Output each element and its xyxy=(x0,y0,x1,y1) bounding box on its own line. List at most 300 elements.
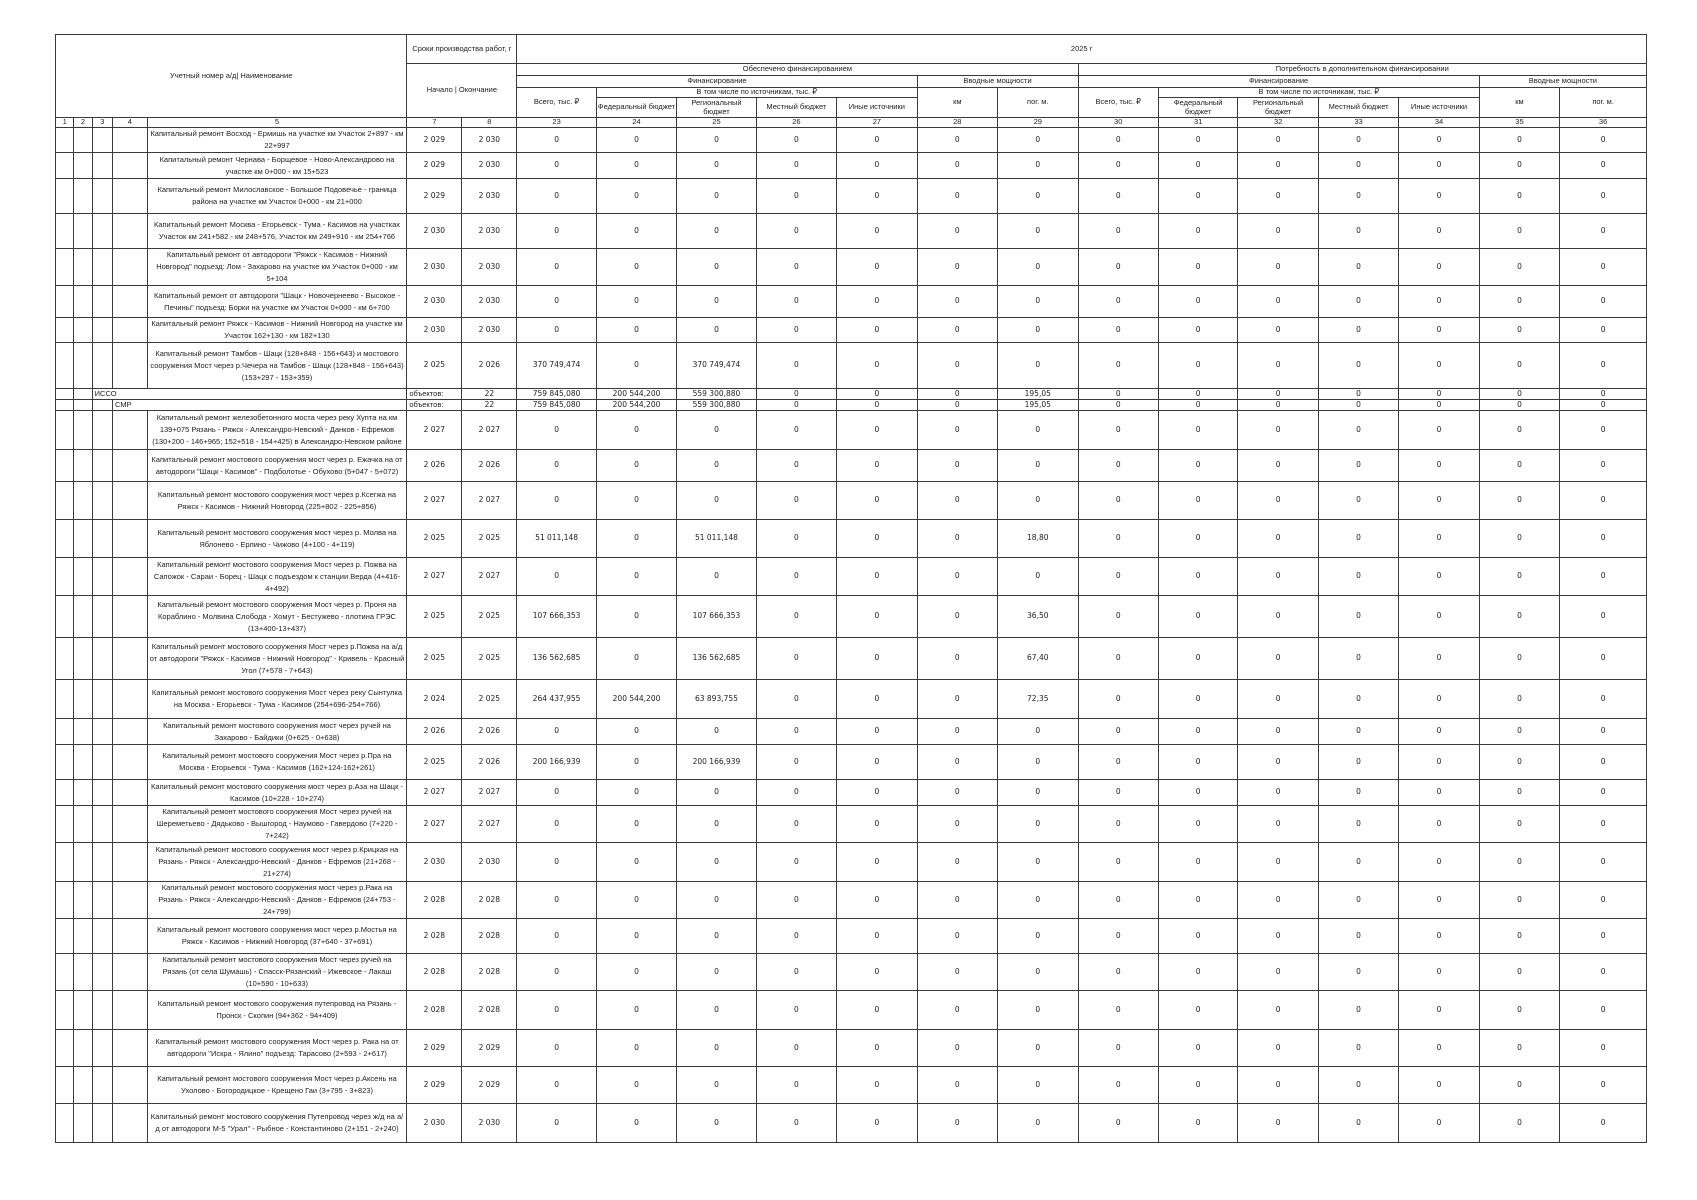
index-cell xyxy=(113,780,148,806)
index-cell xyxy=(92,249,112,286)
index-cell xyxy=(56,843,74,882)
value-cell: 0 xyxy=(1158,719,1237,745)
index-cell xyxy=(92,1104,112,1143)
index-cell xyxy=(92,954,112,991)
value-cell: 0 xyxy=(677,128,756,153)
index-cell xyxy=(56,482,74,520)
value-cell: 0 xyxy=(596,128,676,153)
index-cell xyxy=(56,249,74,286)
value-cell: 0 xyxy=(1078,286,1158,318)
value-cell: 0 xyxy=(998,450,1078,482)
value-cell: 0 xyxy=(917,318,997,343)
value-cell: 0 xyxy=(517,482,596,520)
column-number: 26 xyxy=(756,118,836,128)
value-cell: 0 xyxy=(596,1067,676,1104)
value-cell: 0 xyxy=(1399,450,1479,482)
value-cell: 0 xyxy=(1399,954,1479,991)
value-cell: 0 xyxy=(517,719,596,745)
value-cell: 0 xyxy=(837,780,917,806)
start-year-cell: 2 027 xyxy=(407,482,462,520)
value-cell: 0 xyxy=(1238,806,1318,843)
index-cell xyxy=(74,450,92,482)
value-cell: 0 xyxy=(1078,343,1158,389)
table-row xyxy=(56,882,1647,919)
value-cell: 0 xyxy=(517,843,596,882)
column-number: 31 xyxy=(1158,118,1237,128)
value-cell: 0 xyxy=(1238,286,1318,318)
summary-value-cell: 0 xyxy=(1238,400,1318,411)
start-year-cell: 2 027 xyxy=(407,558,462,596)
index-cell xyxy=(92,719,112,745)
value-cell: 0 xyxy=(756,1104,836,1143)
value-cell: 0 xyxy=(1560,991,1647,1030)
value-cell: 370 749,474 xyxy=(517,343,596,389)
column-number: 24 xyxy=(596,118,676,128)
value-cell: 0 xyxy=(1560,214,1647,249)
end-year-cell: 2 025 xyxy=(462,680,517,719)
value-cell: 0 xyxy=(1238,596,1318,638)
value-cell: 0 xyxy=(917,214,997,249)
index-cell xyxy=(56,806,74,843)
index-cell xyxy=(113,343,148,389)
index-cell xyxy=(92,318,112,343)
value-cell: 0 xyxy=(596,153,676,179)
index-cell xyxy=(74,843,92,882)
object-name-cell: Капитальный ремонт мостового сооружения Мост через р. Пожва на Сапожок - Сараи - Борец - Шацк с подъездом к станции Верда (4+416-4+492) xyxy=(147,558,407,596)
value-cell: 0 xyxy=(1238,1030,1318,1067)
summary-value-cell: 0 xyxy=(1318,389,1398,400)
needed-local-header: Местный бюджет xyxy=(1318,98,1398,118)
value-cell: 0 xyxy=(677,843,756,882)
value-cell: 0 xyxy=(596,780,676,806)
table-row xyxy=(56,680,1647,719)
value-cell: 0 xyxy=(1238,450,1318,482)
end-year-cell: 2 026 xyxy=(462,719,517,745)
value-cell: 0 xyxy=(756,1030,836,1067)
index-cell xyxy=(74,400,92,411)
value-cell: 0 xyxy=(677,882,756,919)
table-row xyxy=(56,214,1647,249)
value-cell: 0 xyxy=(998,411,1078,450)
start-year-cell: 2 027 xyxy=(407,780,462,806)
budget-spreadsheet xyxy=(55,34,1647,1143)
end-year-cell: 2 030 xyxy=(462,179,517,214)
value-cell: 0 xyxy=(1318,806,1398,843)
index-cell xyxy=(113,1030,148,1067)
name-column-header: Учетный номер а/д| Наименование xyxy=(56,35,407,118)
value-cell: 0 xyxy=(1078,128,1158,153)
value-cell: 0 xyxy=(837,520,917,558)
value-cell: 0 xyxy=(1318,1067,1398,1104)
value-cell: 0 xyxy=(998,991,1078,1030)
index-cell xyxy=(113,719,148,745)
value-cell: 0 xyxy=(1078,806,1158,843)
value-cell: 0 xyxy=(837,343,917,389)
value-cell: 0 xyxy=(517,1067,596,1104)
value-cell: 0 xyxy=(917,128,997,153)
value-cell: 0 xyxy=(1560,520,1647,558)
value-cell: 0 xyxy=(1560,745,1647,780)
summary-value-cell: 0 xyxy=(1479,400,1559,411)
value-cell: 0 xyxy=(998,745,1078,780)
value-cell: 0 xyxy=(1078,638,1158,680)
value-cell: 0 xyxy=(1238,919,1318,954)
value-cell: 0 xyxy=(1399,411,1479,450)
start-year-cell: 2 029 xyxy=(407,179,462,214)
index-cell xyxy=(74,1030,92,1067)
value-cell: 0 xyxy=(1560,843,1647,882)
column-number: 25 xyxy=(677,118,756,128)
index-cell xyxy=(74,1067,92,1104)
index-cell xyxy=(56,318,74,343)
value-cell: 0 xyxy=(1158,482,1237,520)
value-cell: 0 xyxy=(1078,780,1158,806)
value-cell: 0 xyxy=(756,286,836,318)
value-cell: 0 xyxy=(837,153,917,179)
value-cell: 0 xyxy=(1238,719,1318,745)
value-cell: 0 xyxy=(517,214,596,249)
value-cell: 0 xyxy=(917,482,997,520)
value-cell: 0 xyxy=(917,843,997,882)
provided-header: Обеспечено финансированием xyxy=(517,64,1078,76)
end-year-cell: 2 026 xyxy=(462,343,517,389)
value-cell: 0 xyxy=(1078,318,1158,343)
value-cell: 0 xyxy=(1318,719,1398,745)
value-cell: 0 xyxy=(917,153,997,179)
value-cell: 0 xyxy=(1479,558,1559,596)
value-cell: 0 xyxy=(1158,179,1237,214)
value-cell: 0 xyxy=(1238,991,1318,1030)
value-cell: 0 xyxy=(1318,343,1398,389)
start-year-cell: 2 029 xyxy=(407,153,462,179)
index-cell xyxy=(56,596,74,638)
value-cell: 0 xyxy=(1158,919,1237,954)
value-cell: 0 xyxy=(998,128,1078,153)
value-cell: 0 xyxy=(917,286,997,318)
value-cell: 0 xyxy=(677,1067,756,1104)
column-number: 7 xyxy=(407,118,462,128)
value-cell: 0 xyxy=(998,780,1078,806)
value-cell: 0 xyxy=(1479,780,1559,806)
end-year-cell: 2 028 xyxy=(462,954,517,991)
value-cell: 0 xyxy=(1318,450,1398,482)
value-cell: 0 xyxy=(1238,318,1318,343)
needed-pogm-header: пог. м. xyxy=(1560,88,1647,118)
index-cell xyxy=(56,286,74,318)
end-year-cell: 2 027 xyxy=(462,780,517,806)
summary-value-cell: 0 xyxy=(756,400,836,411)
value-cell: 0 xyxy=(1238,249,1318,286)
value-cell: 0 xyxy=(837,1067,917,1104)
value-cell: 0 xyxy=(837,286,917,318)
column-number: 28 xyxy=(917,118,997,128)
value-cell: 0 xyxy=(517,558,596,596)
index-cell xyxy=(113,411,148,450)
value-cell: 0 xyxy=(1479,128,1559,153)
index-cell xyxy=(92,482,112,520)
value-cell: 0 xyxy=(837,450,917,482)
value-cell: 0 xyxy=(677,286,756,318)
object-name-cell: Капитальный ремонт мостового сооружения мост через р.Мостья на Ряжск - Касимов - Нижний Новгород (37+640 - 37+691) xyxy=(147,919,407,954)
index-cell xyxy=(74,596,92,638)
value-cell: 0 xyxy=(1158,1030,1237,1067)
index-cell xyxy=(92,1067,112,1104)
value-cell: 0 xyxy=(677,411,756,450)
value-cell: 0 xyxy=(1078,843,1158,882)
value-cell: 0 xyxy=(596,1030,676,1067)
end-year-cell: 2 029 xyxy=(462,1030,517,1067)
year-header: 2025 г xyxy=(517,35,1647,64)
value-cell: 136 562,685 xyxy=(517,638,596,680)
summary-value-cell: 0 xyxy=(1479,389,1559,400)
summary-value-cell: 0 xyxy=(837,389,917,400)
value-cell: 0 xyxy=(677,991,756,1030)
index-cell xyxy=(74,638,92,680)
value-cell: 0 xyxy=(1479,249,1559,286)
summary-value-cell: 0 xyxy=(1318,400,1398,411)
start-year-cell: 2 025 xyxy=(407,343,462,389)
value-cell: 0 xyxy=(1318,128,1398,153)
summary-value-cell: 0 xyxy=(1399,400,1479,411)
index-cell xyxy=(74,991,92,1030)
needed-regional-header: Региональный бюджет xyxy=(1238,98,1318,118)
value-cell: 0 xyxy=(677,482,756,520)
value-cell: 0 xyxy=(1318,780,1398,806)
value-cell: 0 xyxy=(756,450,836,482)
start-year-cell: 2 026 xyxy=(407,450,462,482)
column-number-row xyxy=(56,118,1647,128)
column-number: 34 xyxy=(1399,118,1479,128)
table-row xyxy=(56,1067,1647,1104)
start-year-cell: 2 028 xyxy=(407,882,462,919)
table-row xyxy=(56,719,1647,745)
table-row xyxy=(56,450,1647,482)
start-year-cell: 2 030 xyxy=(407,214,462,249)
index-cell xyxy=(56,558,74,596)
value-cell: 0 xyxy=(677,558,756,596)
value-cell: 0 xyxy=(1560,411,1647,450)
index-cell xyxy=(113,286,148,318)
index-cell xyxy=(74,128,92,153)
value-cell: 0 xyxy=(1479,745,1559,780)
provided-pogm-header: пог. м. xyxy=(998,88,1078,118)
index-cell xyxy=(92,919,112,954)
value-cell: 0 xyxy=(837,638,917,680)
value-cell: 0 xyxy=(837,954,917,991)
start-year-cell: 2 028 xyxy=(407,954,462,991)
needed-km-header: км xyxy=(1479,88,1559,118)
value-cell: 0 xyxy=(1399,153,1479,179)
value-cell: 0 xyxy=(837,558,917,596)
value-cell: 0 xyxy=(1158,558,1237,596)
index-cell xyxy=(113,520,148,558)
value-cell: 0 xyxy=(677,954,756,991)
value-cell: 0 xyxy=(596,249,676,286)
end-year-cell: 2 025 xyxy=(462,596,517,638)
value-cell: 0 xyxy=(1399,1067,1479,1104)
index-cell xyxy=(74,389,92,400)
value-cell: 0 xyxy=(1479,806,1559,843)
index-cell xyxy=(113,745,148,780)
value-cell: 0 xyxy=(1078,179,1158,214)
value-cell: 0 xyxy=(837,1030,917,1067)
value-cell: 0 xyxy=(998,719,1078,745)
value-cell: 0 xyxy=(1399,318,1479,343)
summary-value-cell: 195,05 xyxy=(998,389,1078,400)
end-year-cell: 2 030 xyxy=(462,214,517,249)
index-cell xyxy=(74,179,92,214)
value-cell: 0 xyxy=(1318,318,1398,343)
table-row xyxy=(56,318,1647,343)
index-cell xyxy=(74,680,92,719)
value-cell: 0 xyxy=(1479,450,1559,482)
summary-value-cell: 0 xyxy=(1078,389,1158,400)
table-row xyxy=(56,482,1647,520)
value-cell: 0 xyxy=(917,882,997,919)
index-cell xyxy=(92,780,112,806)
object-name-cell: Капитальный ремонт Восход - Ермишь на участке км Участок 2+897 - км 22+997 xyxy=(147,128,407,153)
value-cell: 0 xyxy=(1399,214,1479,249)
value-cell: 0 xyxy=(998,318,1078,343)
value-cell: 0 xyxy=(1238,780,1318,806)
summary-row xyxy=(56,400,1647,411)
value-cell: 0 xyxy=(1078,954,1158,991)
summary-value-cell: 0 xyxy=(917,400,997,411)
value-cell: 0 xyxy=(1560,318,1647,343)
value-cell: 0 xyxy=(517,179,596,214)
value-cell: 0 xyxy=(1158,745,1237,780)
index-cell xyxy=(113,638,148,680)
value-cell: 0 xyxy=(1318,1104,1398,1143)
value-cell: 0 xyxy=(756,882,836,919)
index-cell xyxy=(56,450,74,482)
value-cell: 0 xyxy=(837,806,917,843)
value-cell: 0 xyxy=(1318,179,1398,214)
table-row xyxy=(56,806,1647,843)
table-row xyxy=(56,1104,1647,1143)
value-cell: 0 xyxy=(1399,843,1479,882)
index-cell xyxy=(113,450,148,482)
column-number: 36 xyxy=(1560,118,1647,128)
index-cell xyxy=(113,153,148,179)
index-cell xyxy=(113,596,148,638)
value-cell: 0 xyxy=(1399,638,1479,680)
value-cell: 0 xyxy=(1078,1067,1158,1104)
value-cell: 0 xyxy=(596,343,676,389)
value-cell: 0 xyxy=(1399,343,1479,389)
value-cell: 0 xyxy=(998,954,1078,991)
start-year-cell: 2 027 xyxy=(407,806,462,843)
value-cell: 0 xyxy=(1479,991,1559,1030)
value-cell: 0 xyxy=(1318,214,1398,249)
value-cell: 0 xyxy=(1318,954,1398,991)
objects-label: объектов: xyxy=(407,400,462,411)
table-row xyxy=(56,411,1647,450)
value-cell: 0 xyxy=(1399,882,1479,919)
value-cell: 72,35 xyxy=(998,680,1078,719)
value-cell: 0 xyxy=(837,919,917,954)
index-cell xyxy=(56,780,74,806)
index-cell xyxy=(74,411,92,450)
value-cell: 0 xyxy=(756,680,836,719)
value-cell: 0 xyxy=(756,558,836,596)
index-cell xyxy=(113,1104,148,1143)
value-cell: 0 xyxy=(1238,214,1318,249)
value-cell: 0 xyxy=(1238,954,1318,991)
value-cell: 0 xyxy=(917,680,997,719)
value-cell: 0 xyxy=(1078,520,1158,558)
value-cell: 0 xyxy=(756,843,836,882)
value-cell: 0 xyxy=(1479,1067,1559,1104)
value-cell: 0 xyxy=(998,1104,1078,1143)
value-cell: 0 xyxy=(756,719,836,745)
value-cell: 0 xyxy=(1399,719,1479,745)
value-cell: 0 xyxy=(837,482,917,520)
value-cell: 0 xyxy=(517,318,596,343)
value-cell: 0 xyxy=(1078,719,1158,745)
value-cell: 0 xyxy=(756,1067,836,1104)
object-name-cell: Капитальный ремонт Чернава - Борщевое - Ново-Александрово на участке км 0+000 - км 15+523 xyxy=(147,153,407,179)
value-cell: 0 xyxy=(1158,780,1237,806)
value-cell: 0 xyxy=(1560,128,1647,153)
value-cell: 0 xyxy=(998,1067,1078,1104)
value-cell: 0 xyxy=(998,249,1078,286)
index-cell xyxy=(113,680,148,719)
value-cell: 0 xyxy=(1479,680,1559,719)
value-cell: 0 xyxy=(756,343,836,389)
value-cell: 0 xyxy=(917,1067,997,1104)
financing-table xyxy=(55,34,1647,1143)
index-cell xyxy=(92,400,112,411)
value-cell: 0 xyxy=(596,638,676,680)
objects-count: 22 xyxy=(462,400,517,411)
value-cell: 0 xyxy=(1560,882,1647,919)
value-cell: 0 xyxy=(1399,780,1479,806)
index-cell xyxy=(56,954,74,991)
summary-value-cell: 200 544,200 xyxy=(596,400,676,411)
value-cell: 0 xyxy=(837,991,917,1030)
value-cell: 0 xyxy=(517,806,596,843)
value-cell: 0 xyxy=(1318,882,1398,919)
value-cell: 0 xyxy=(837,411,917,450)
value-cell: 200 166,939 xyxy=(517,745,596,780)
value-cell: 0 xyxy=(837,680,917,719)
value-cell: 0 xyxy=(1399,596,1479,638)
end-year-cell: 2 027 xyxy=(462,558,517,596)
value-cell: 0 xyxy=(756,214,836,249)
end-year-cell: 2 025 xyxy=(462,520,517,558)
value-cell: 0 xyxy=(1078,882,1158,919)
value-cell: 51 011,148 xyxy=(677,520,756,558)
value-cell: 0 xyxy=(517,1104,596,1143)
index-cell xyxy=(74,214,92,249)
value-cell: 0 xyxy=(517,128,596,153)
end-year-cell: 2 029 xyxy=(462,1067,517,1104)
index-cell xyxy=(113,919,148,954)
value-cell: 0 xyxy=(917,1104,997,1143)
object-name-cell: Капитальный ремонт мостового сооружения мост через р.Аза на Шацк - Касимов (10+228 - 10+274) xyxy=(147,780,407,806)
index-cell xyxy=(74,719,92,745)
value-cell: 0 xyxy=(596,991,676,1030)
value-cell: 0 xyxy=(1479,286,1559,318)
value-cell: 0 xyxy=(1479,411,1559,450)
value-cell: 0 xyxy=(756,596,836,638)
value-cell: 0 xyxy=(1318,153,1398,179)
index-cell xyxy=(113,843,148,882)
value-cell: 0 xyxy=(596,482,676,520)
value-cell: 0 xyxy=(1479,520,1559,558)
value-cell: 0 xyxy=(517,882,596,919)
